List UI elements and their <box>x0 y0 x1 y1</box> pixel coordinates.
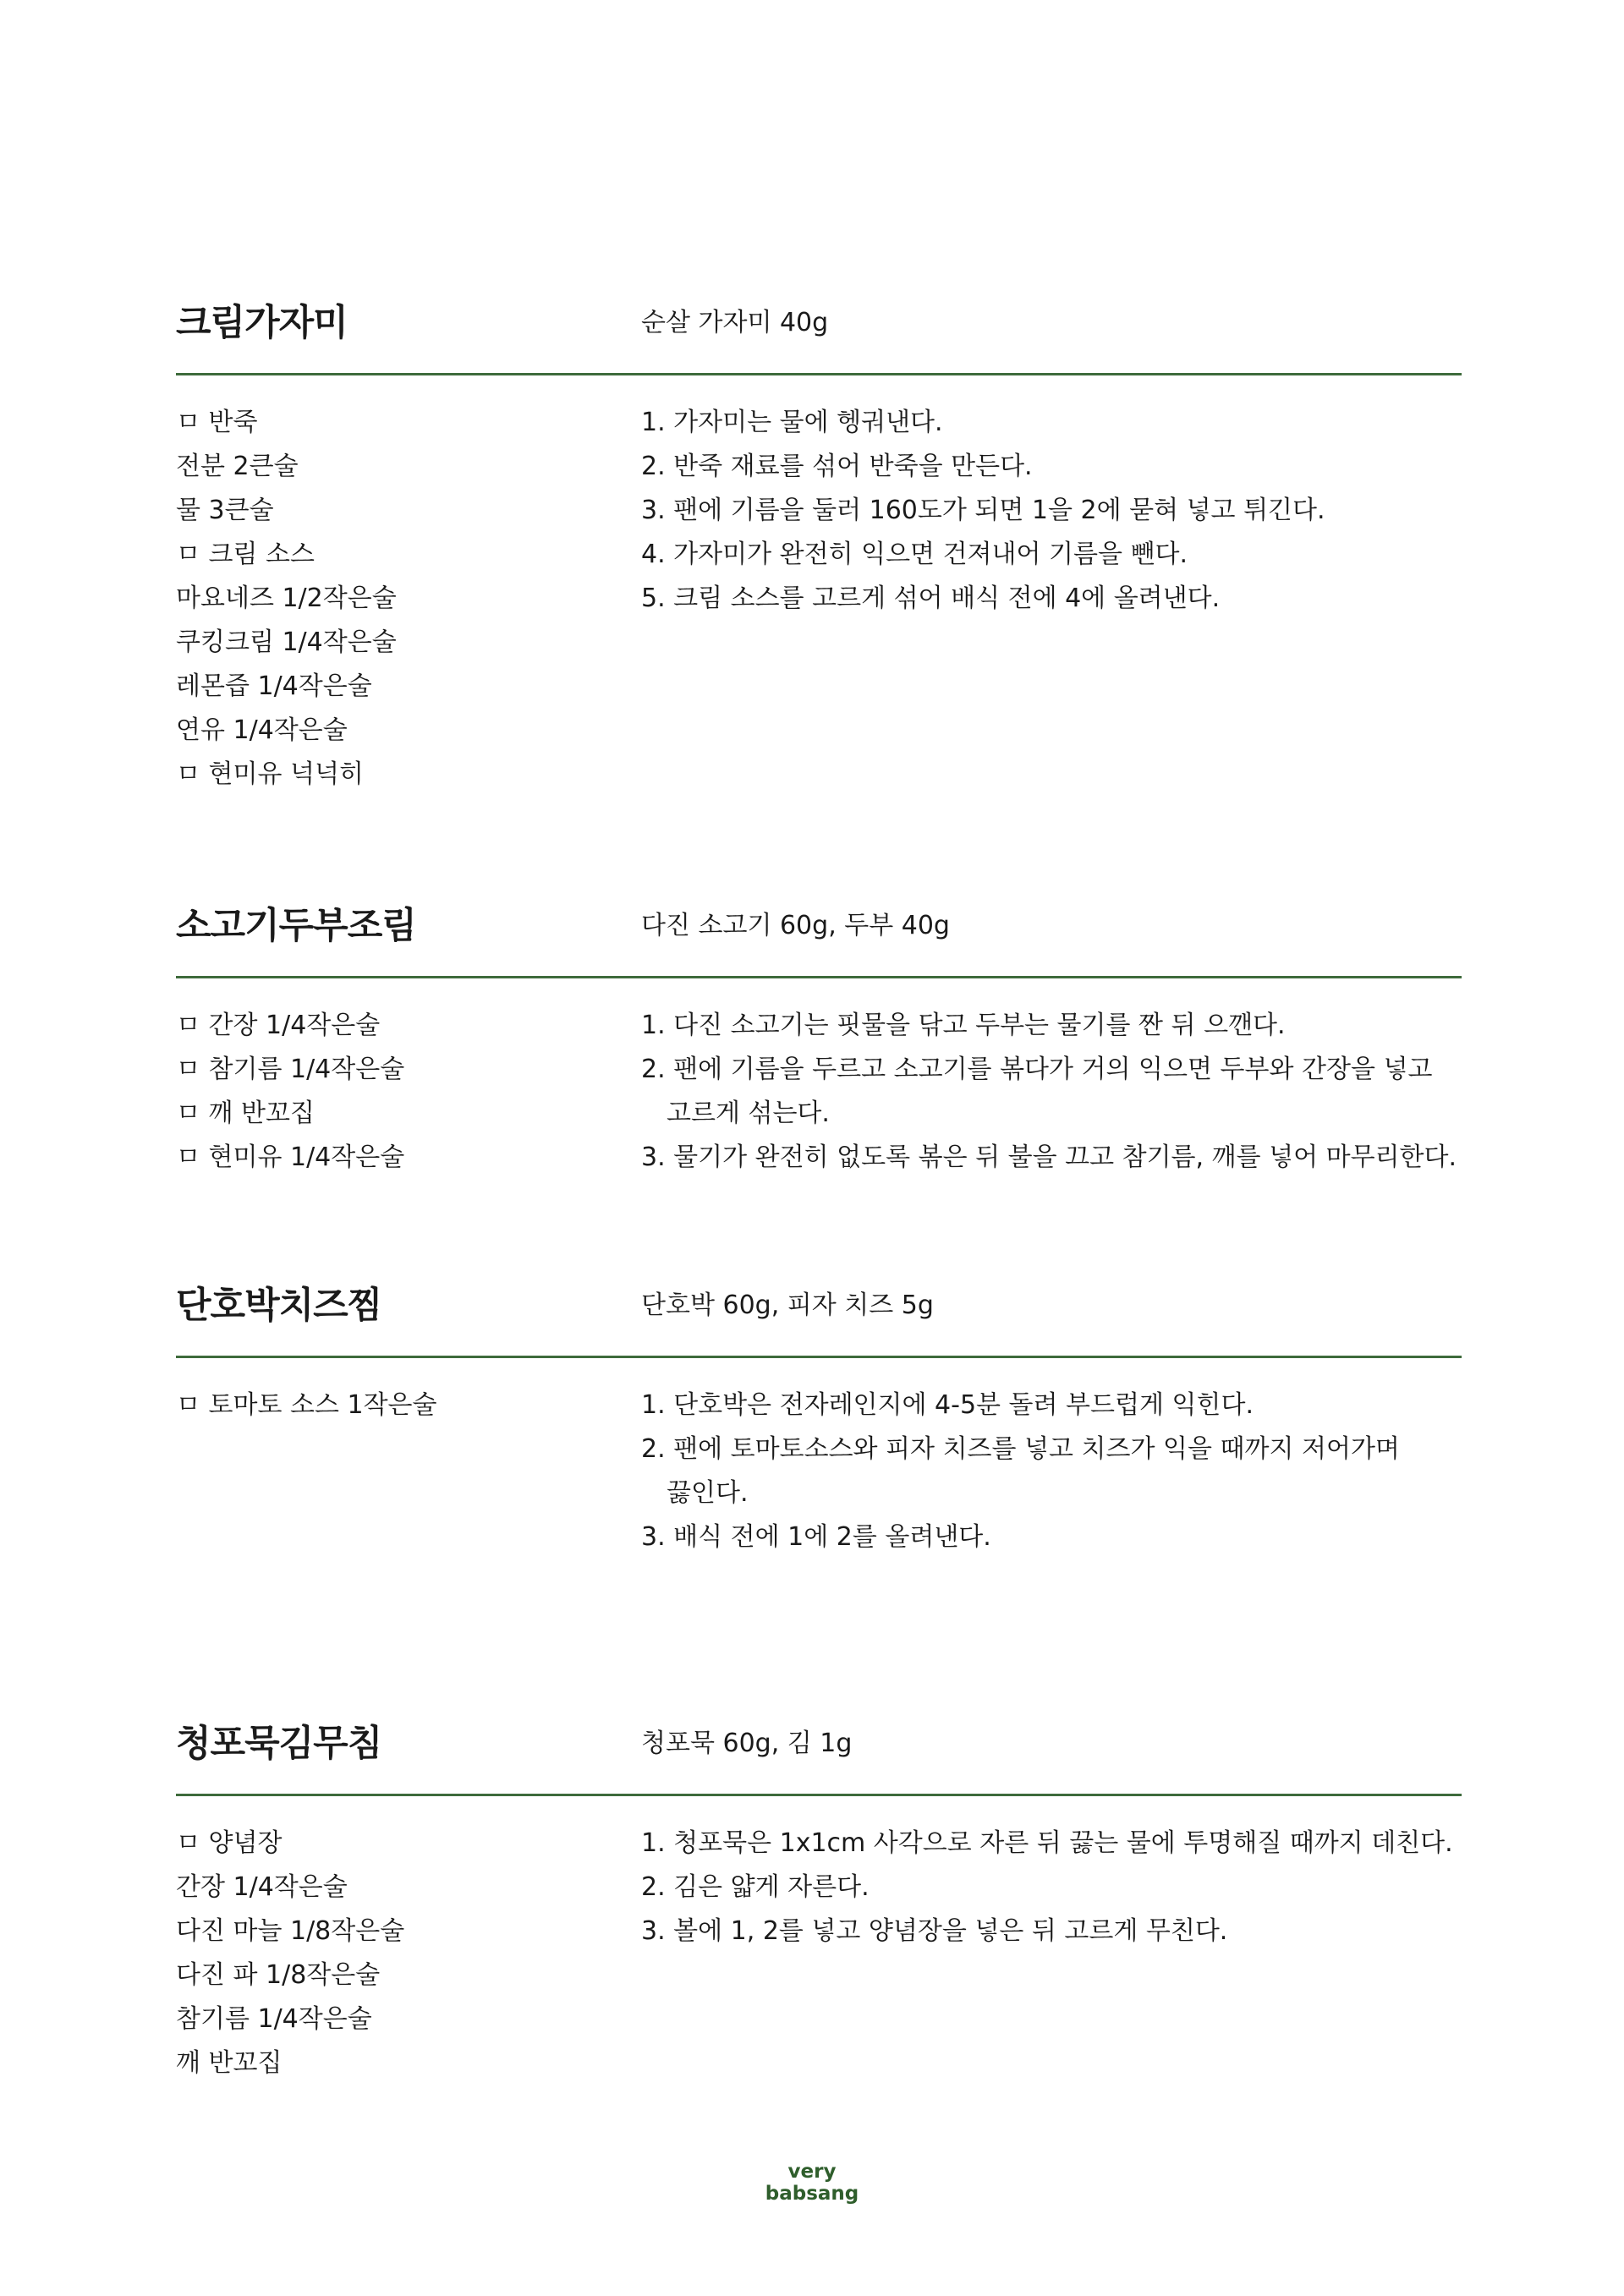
ingredient-item: 전분 2큰술 <box>176 452 299 481</box>
brand-logo <box>0 2161 1624 2205</box>
main-ingredient: 청포묵 60g, 김 1g <box>641 1729 853 1758</box>
ingredient-item: 간장 1/4작은술 <box>176 1872 348 1902</box>
ingredient-item: ㅁ 간장 1/4작은술 <box>176 1011 381 1040</box>
ingredient-item: 연유 1/4작은술 <box>176 715 348 745</box>
ingredient-item: ㅁ 크림 소스 <box>176 540 315 569</box>
ingredient-list <box>176 1384 599 1427</box>
step-item: 4. 가자미가 완전히 익으면 건져내어 기름을 뺀다. <box>641 540 1188 569</box>
step-item: 3. 볼에 1, 2를 넣고 양념장을 넣은 뒤 고르게 무친다. <box>641 1916 1228 1946</box>
ingredient-item: ㅁ 깨 반꼬집 <box>176 1099 315 1128</box>
recipe-header <box>176 890 1462 962</box>
ingredient-item: 마요네즈 1/2작은술 <box>176 584 397 613</box>
divider <box>176 373 1462 375</box>
main-ingredient: 다진 소고기 60g, 두부 40g <box>641 911 950 940</box>
step-item: 1. 단호박은 전자레인지에 4-5분 돌려 부드럽게 익힌다. <box>641 1390 1254 1420</box>
step-list <box>641 1384 1470 1559</box>
divider <box>176 976 1462 978</box>
ingredient-item: 레몬즙 1/4작은술 <box>176 671 372 701</box>
recipe-title: 소고기두부조림 <box>176 905 416 947</box>
recipe-header <box>176 288 1462 359</box>
step-item: 3. 배식 전에 1에 2를 올려낸다. <box>641 1522 991 1552</box>
step-item: 2. 팬에 기름을 두르고 소고기를 볶다가 거의 익으면 두부와 간장을 넣고 <box>641 1055 1433 1084</box>
step-item: 2. 팬에 토마토소스와 피자 치즈를 넣고 치즈가 익을 때까지 저어가며 <box>641 1434 1400 1464</box>
step-item-continuation: 끓인다. <box>667 1478 749 1508</box>
ingredient-item: ㅁ 현미유 1/4작은술 <box>176 1143 405 1172</box>
ingredient-list <box>176 401 599 797</box>
step-item: 2. 반죽 재료를 섞어 반죽을 만든다. <box>641 452 1033 481</box>
brand-logo-line2: babsang <box>765 2183 859 2205</box>
step-item: 1. 다진 소고기는 핏물을 닦고 두부는 물기를 짠 뒤 으깬다. <box>641 1011 1286 1040</box>
recipe-section <box>176 1270 1462 1552</box>
step-item: 1. 청포묵은 1x1cm 사각으로 자른 뒤 끓는 물에 투명해질 때까지 데친다. <box>641 1828 1453 1858</box>
ingredient-item: 물 3큰술 <box>176 496 274 525</box>
ingredient-item: ㅁ 현미유 넉넉히 <box>176 759 364 789</box>
recipe-title: 크림가자미 <box>176 302 348 344</box>
recipe-title: 단호박치즈찜 <box>176 1285 382 1327</box>
ingredient-list <box>176 1822 599 2085</box>
main-ingredient: 순살 가자미 40g <box>641 308 829 337</box>
step-item: 3. 팬에 기름을 둘러 160도가 되면 1을 2에 묻혀 넣고 튀긴다. <box>641 496 1325 525</box>
ingredient-item: ㅁ 토마토 소스 1작은술 <box>176 1390 437 1420</box>
recipe-section <box>176 1708 1462 2078</box>
main-ingredient: 단호박 60g, 피자 치즈 5g <box>641 1290 934 1320</box>
step-list <box>641 1004 1470 1180</box>
ingredient-item: ㅁ 양념장 <box>176 1828 283 1858</box>
divider <box>176 1356 1462 1358</box>
step-item: 2. 김은 얇게 자른다. <box>641 1872 870 1902</box>
step-item: 1. 가자미는 물에 헹궈낸다. <box>641 408 943 437</box>
step-item: 3. 물기가 완전히 없도록 볶은 뒤 불을 끄고 참기름, 깨를 넣어 마무리한다. <box>641 1143 1457 1172</box>
recipe-title: 청포묵김무침 <box>176 1723 382 1765</box>
ingredient-list <box>176 1004 599 1180</box>
ingredient-item: ㅁ 반죽 <box>176 408 258 437</box>
step-list <box>641 1822 1470 1954</box>
recipe-section <box>176 288 1462 789</box>
brand-logo-line1: very <box>787 2161 837 2183</box>
ingredient-item: 다진 파 1/8작은술 <box>176 1960 381 1990</box>
ingredient-item: 깨 반꼬집 <box>176 2048 283 2078</box>
ingredient-item: ㅁ 참기름 1/4작은술 <box>176 1055 405 1084</box>
ingredient-item: 쿠킹크림 1/4작은술 <box>176 627 397 657</box>
ingredient-item: 참기름 1/4작은술 <box>176 2004 372 2034</box>
step-item-continuation: 고르게 섞는다. <box>667 1099 830 1128</box>
step-list <box>641 401 1470 621</box>
ingredient-item: 다진 마늘 1/8작은술 <box>176 1916 405 1946</box>
step-item: 5. 크림 소스를 고르게 섞어 배식 전에 4에 올려낸다. <box>641 584 1221 613</box>
recipe-section <box>176 890 1462 1172</box>
divider <box>176 1794 1462 1796</box>
recipe-header <box>176 1708 1462 1779</box>
recipe-header <box>176 1270 1462 1341</box>
